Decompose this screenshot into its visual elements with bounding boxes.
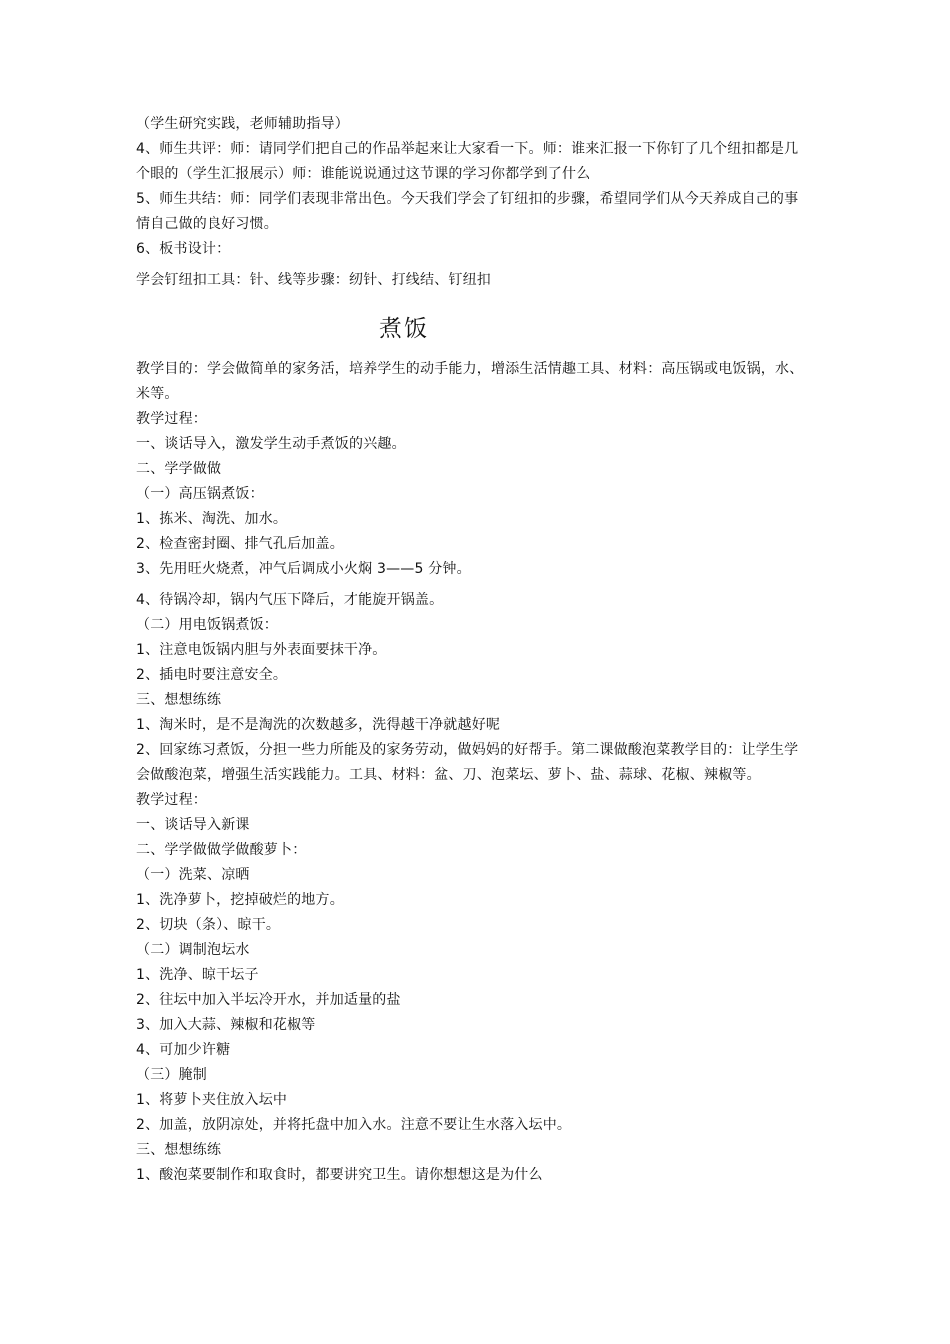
paragraph-line: 一、谈话导入新课 xyxy=(136,817,250,833)
section-title: 煮饭 xyxy=(379,316,429,342)
document-page xyxy=(136,112,812,1188)
paragraph-line: 1、注意电饭锅内胆与外表面要抹干净。 xyxy=(136,642,387,658)
board-design-line: 学会钉纽扣工具：针、线等步骤：纫针、打线结、钉纽扣 xyxy=(136,272,491,288)
paragraph-line: 三、想想练练 xyxy=(136,1142,222,1158)
paragraph-line: 4、师生共评：师：请同学们把自己的作品举起来让大家看一下。师：谁来汇报一下你钉了几个纽扣都是几个眼的（学生汇报展示）师：谁能说说通过这节课的学习你都学到了什么 xyxy=(136,141,799,182)
paragraph-line: 教学过程： xyxy=(136,792,207,808)
paragraph-line: （二）调制泡坛水 xyxy=(136,942,250,958)
paragraph-line: 教学目的：学会做简单的家务活，培养学生的动手能力，增添生活情趣工具、材料：高压锅或电饭锅，水、米等。 xyxy=(136,361,804,402)
paragraph-line: 教学过程： xyxy=(136,411,207,427)
paragraph-line: （一）高压锅煮饭： xyxy=(136,486,264,502)
paragraph-line: 2、往坛中加入半坛冷开水，并加适量的盐 xyxy=(136,992,401,1008)
paragraph-line: （二）用电饭锅煮饭： xyxy=(136,617,278,633)
paragraph-line: 二、学学做做学做酸萝卜： xyxy=(136,842,307,858)
paragraph-line: 3、先用旺火烧煮，冲气后调成小火焖 3——5 分钟。 xyxy=(136,561,471,577)
paragraph-line: （学生研究实践，老师辅助指导） xyxy=(136,116,349,132)
paragraph-line: 2、加盖，放阴凉处，并将托盘中加入水。注意不要让生水落入坛中。 xyxy=(136,1117,572,1133)
paragraph-line: 3、加入大蒜、辣椒和花椒等 xyxy=(136,1017,316,1033)
paragraph-line: 4、待锅冷却，锅内气压下降后，才能旋开锅盖。 xyxy=(136,592,444,608)
paragraph-line: 2、检查密封圈、排气孔后加盖。 xyxy=(136,536,344,552)
paragraph-line: 1、洗净萝卜，挖掉破烂的地方。 xyxy=(136,892,344,908)
paragraph-line: 2、插电时要注意安全。 xyxy=(136,667,288,683)
paragraph-line: （三）腌制 xyxy=(136,1067,207,1083)
paragraph-line: 6、板书设计： xyxy=(136,241,231,257)
paragraph-line: 一、谈话导入，激发学生动手煮饭的兴趣。 xyxy=(136,436,406,452)
paragraph-line: 1、洗净、晾干坛子 xyxy=(136,967,259,983)
paragraph-line: 4、可加少许糖 xyxy=(136,1042,231,1058)
paragraph-line: 1、将萝卜夹住放入坛中 xyxy=(136,1092,288,1108)
paragraph-line: （一）洗菜、凉晒 xyxy=(136,867,250,883)
paragraph-line: 5、师生共结：师：同学们表现非常出色。今天我们学会了钉纽扣的步骤，希望同学们从今天养成自己的事情自己做的良好习惯。 xyxy=(136,191,799,232)
paragraph-line: 2、切块（条）、晾干。 xyxy=(136,917,281,933)
paragraph-line: 1、淘米时，是不是淘洗的次数越多，洗得越干净就越好呢 xyxy=(136,717,501,733)
paragraph-line: 1、拣米、淘洗、加水。 xyxy=(136,511,288,527)
paragraph-line: 1、酸泡菜要制作和取食时，都要讲究卫生。请你想想这是为什么 xyxy=(136,1167,543,1183)
paragraph-line: 2、回家练习煮饭，分担一些力所能及的家务劳动，做妈妈的好帮手。第二课做酸泡菜教学目的：让学生学会做酸泡菜，增强生活实践能力。工具、材料：盆、刀、泡菜坛、萝卜、盐、蒜球、花椒、辣椒等。 xyxy=(136,742,799,783)
paragraph-line: 二、学学做做 xyxy=(136,461,222,477)
paragraph-line: 三、想想练练 xyxy=(136,692,222,708)
